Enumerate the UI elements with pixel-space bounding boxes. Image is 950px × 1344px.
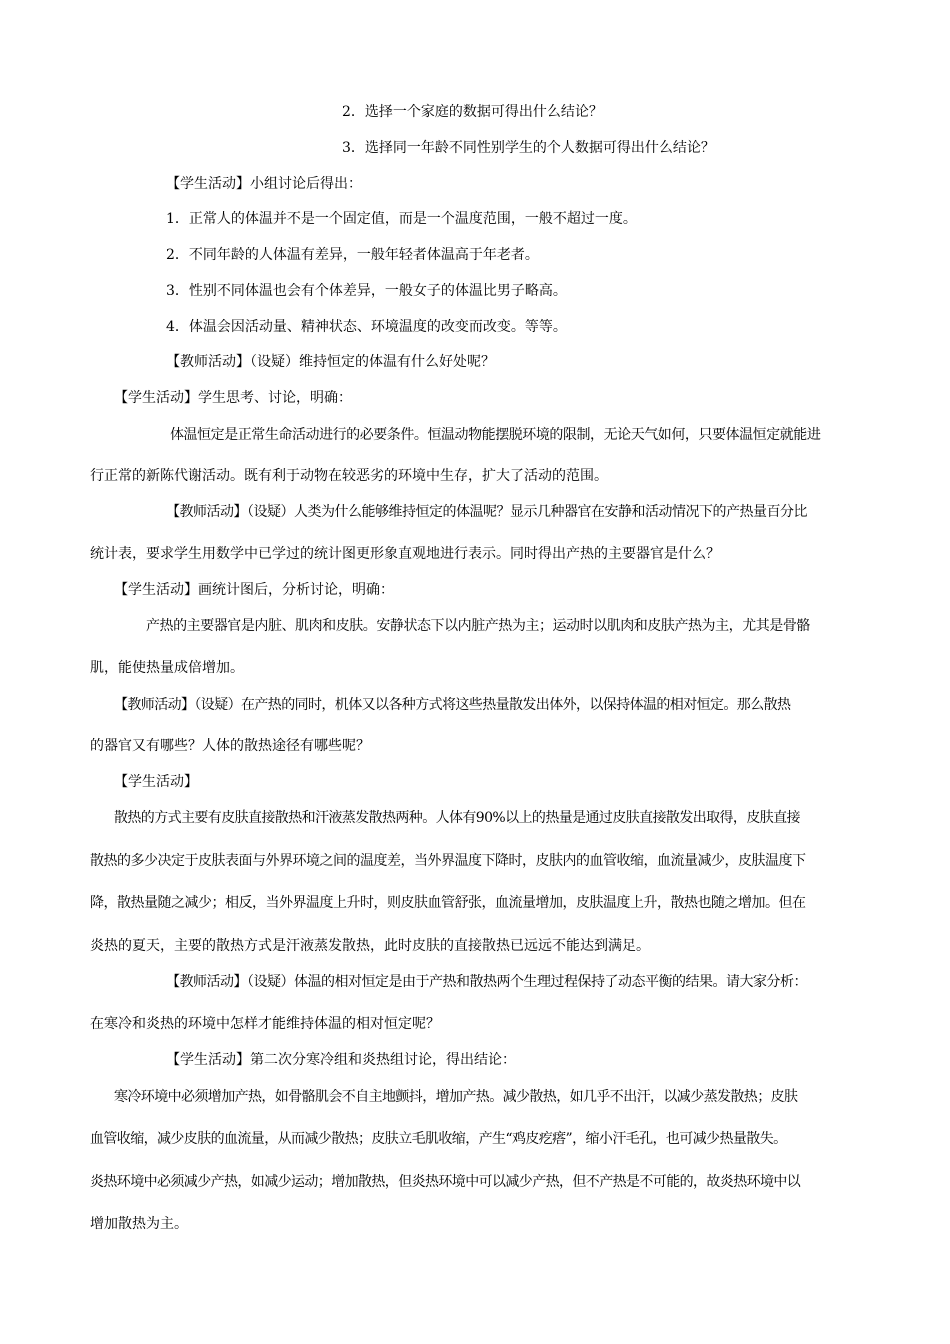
paragraph-line: 产热的主要器官是内脏、肌肉和皮肤。安静状态下以内脏产热为主；运动时以肌肉和皮肤产热为主，尤其是骨骼 (146, 618, 810, 634)
student-activity-heading: 【学生活动】 (114, 774, 198, 790)
student-activity-heading: 【学生活动】第二次分寒冷组和炎热组讨论，得出结论： (166, 1052, 516, 1068)
paragraph-line: 散热的多少决定于皮肤表面与外界环境之间的温度差，当外界温度下降时，皮肤内的血管收缩，血流量减少，皮肤温度下 (90, 853, 806, 869)
student-activity-heading: 【学生活动】小组讨论后得出： (166, 176, 362, 192)
question-2-line: 2．选择一个家庭的数据可得出什么结论？ (342, 104, 603, 120)
student-activity-heading: 【学生活动】学生思考、讨论，明确： (114, 390, 352, 406)
paragraph-line: 炎热的夏天，主要的散热方式是汗液蒸发散热，此时皮肤的直接散热已远远不能达到满足。 (90, 938, 650, 954)
paragraph-line: 的器官又有哪些？人体的散热途径有哪些呢？ (90, 738, 370, 754)
paragraph-line: 炎热环境中必须减少产热，如减少运动；增加散热，但炎热环境中可以减少产热，但不产热是不可能的，故炎热环境中以 (90, 1174, 801, 1190)
paragraph-line: 在寒冷和炎热的环境中怎样才能维持体温的相对恒定呢？ (90, 1016, 440, 1032)
conclusion-item-2: 2．不同年龄的人体温有差异，一般年轻者体温高于年老者。 (166, 247, 539, 263)
student-activity-heading: 【学生活动】画统计图后，分析讨论，明确： (114, 582, 394, 598)
paragraph-line: 体温恒定是正常生命活动进行的必要条件。恒温动物能摆脱环境的限制，无论天气如何，只要体温恒定就能进 (170, 427, 821, 443)
paragraph-line: 散热的方式主要有皮肤直接散热和汗液蒸发散热两种。人体有90%以上的热量是通过皮肤直接散发出取得，皮肤直接 (114, 810, 800, 826)
paragraph-line: 增加散热为主。 (90, 1216, 188, 1232)
teacher-activity-question: 【教师活动】（设疑）在产热的同时，机体又以各种方式将这些热量散发出体外，以保持体温的相对恒定。那么散热 (114, 697, 791, 713)
paragraph-line: 降，散热量随之减少；相反，当外界温度上升时，则皮肤血管舒张，血流量增加，皮肤温度上升，散热也随之增加。但在 (90, 895, 806, 911)
conclusion-item-4: 4．体温会因活动量、精神状态、环境温度的改变而改变。等等。 (166, 319, 567, 335)
paragraph-line: 统计表，要求学生用数学中已学过的统计图更形象直观地进行表示。同时得出产热的主要器官是什么？ (90, 546, 720, 562)
conclusion-item-3: 3．性别不同体温也会有个体差异，一般女子的体温比男子略高。 (166, 283, 567, 299)
paragraph-line: 肌，能使热量成倍增加。 (90, 660, 244, 676)
paragraph-line: 寒冷环境中必须增加产热，如骨骼肌会不自主地颤抖，增加产热。减少散热，如几乎不出汗，以减少蒸发散热；皮肤 (114, 1089, 798, 1105)
conclusion-item-1: 1．正常人的体温并不是一个固定值，而是一个温度范围，一般不超过一度。 (166, 211, 637, 227)
teacher-activity-question: 【教师活动】（设疑）人类为什么能够维持恒定的体温呢？显示几种器官在安静和活动情况下的产热量百分比 (166, 504, 807, 520)
question-3-line: 3．选择同一年龄不同性别学生的个人数据可得出什么结论？ (342, 140, 715, 156)
teacher-activity-question: 【教师活动】（设疑）维持恒定的体温有什么好处呢？ (166, 354, 495, 370)
teacher-activity-question: 【教师活动】（设疑）体温的相对恒定是由于产热和散热两个生理过程保持了动态平衡的结果。请大家分析： (166, 974, 807, 990)
paragraph-line: 血管收缩，减少皮肤的血流量，从而减少散热；皮肤立毛肌收缩，产生“鸡皮疙瘩”，缩小汗毛孔，也可减少热量散失。 (90, 1131, 787, 1147)
paragraph-line: 行正常的新陈代谢活动。既有利于动物在较恶劣的环境中生存，扩大了活动的范围。 (90, 468, 608, 484)
